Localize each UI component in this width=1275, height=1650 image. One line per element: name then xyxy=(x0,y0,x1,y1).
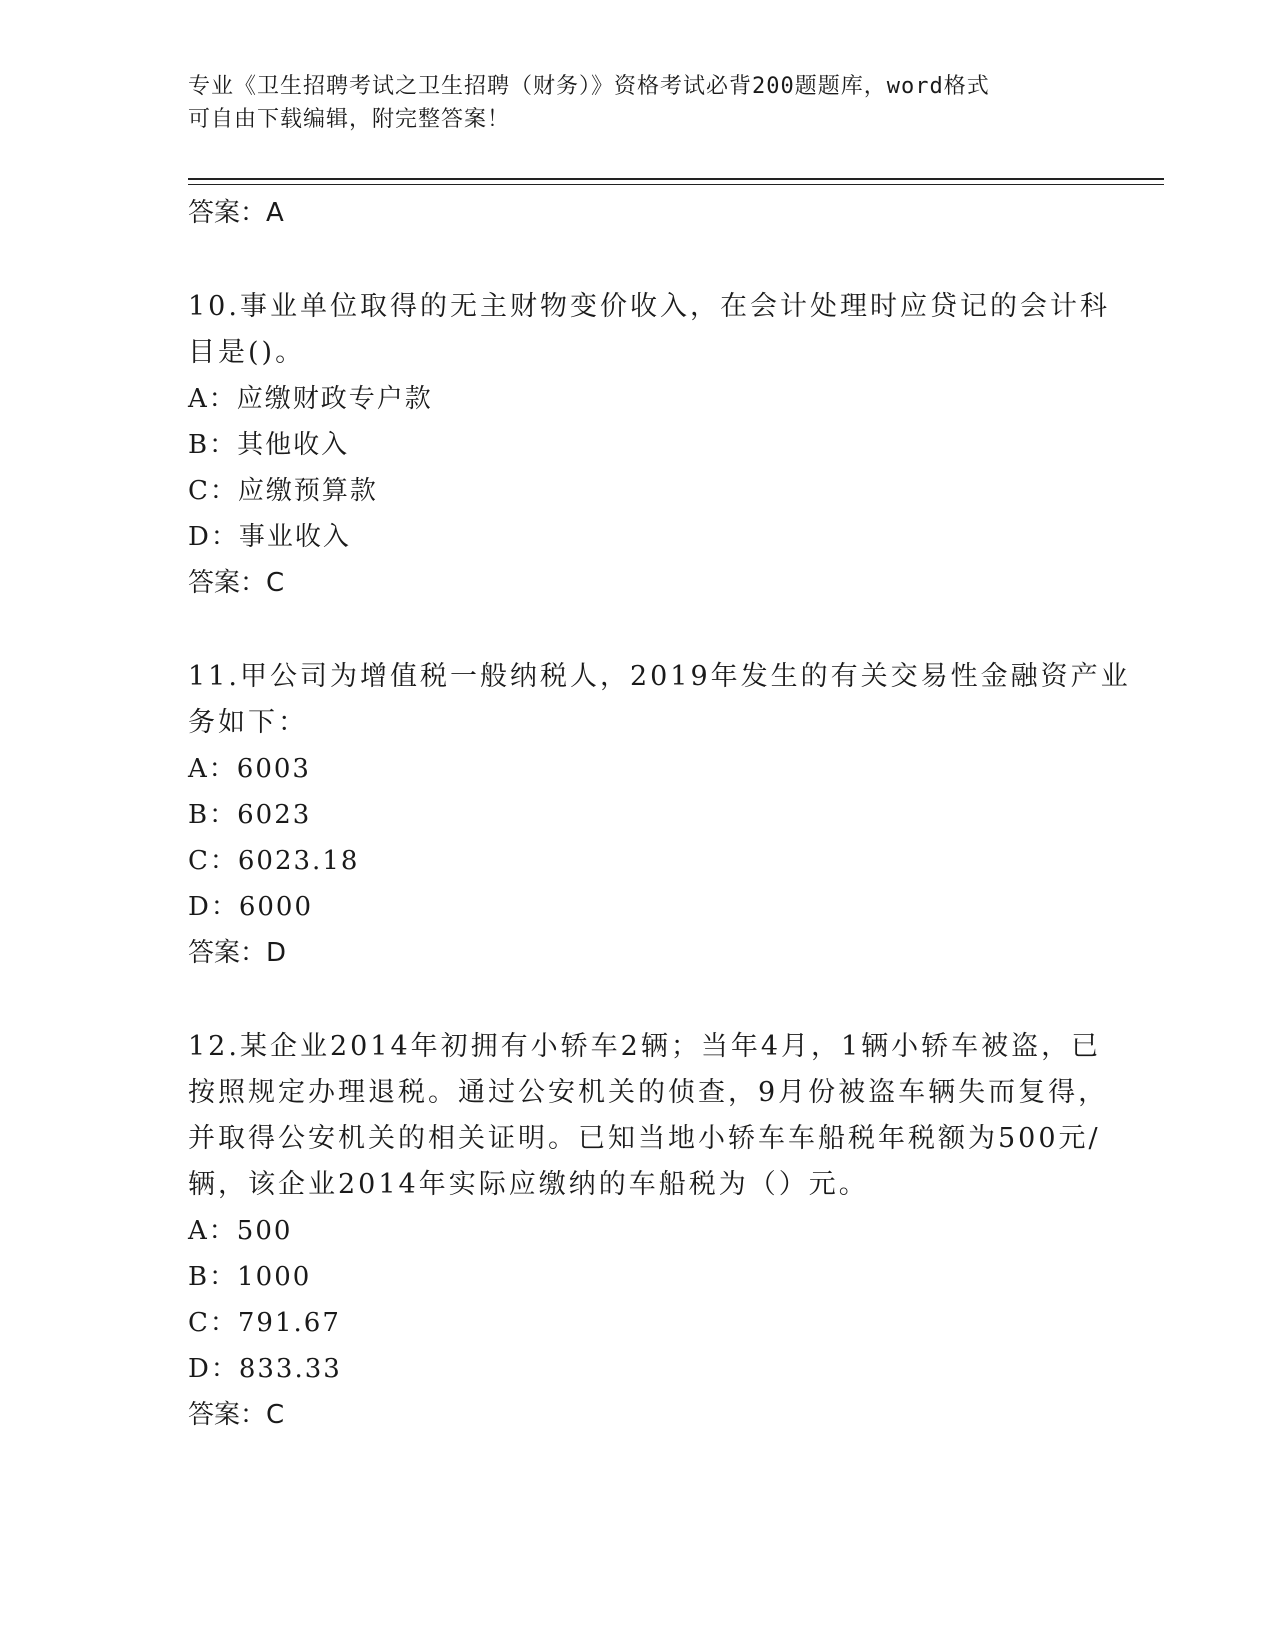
question-text xyxy=(188,1024,1188,1208)
question-block-10 xyxy=(188,284,1188,606)
answer: 答案：C xyxy=(188,1400,285,1430)
question-text xyxy=(188,654,1188,746)
question-line: 辆，该企业2014年实际应缴纳的车船税为（）元。 xyxy=(188,1169,869,1200)
question-block-12 xyxy=(188,1024,1188,1438)
header-line-1: 专业《卫生招聘考试之卫生招聘（财务）》资格考试必背200题题库，word格式 xyxy=(188,74,990,99)
option-a: A：应缴财政专户款 xyxy=(188,384,433,414)
header-divider-thin xyxy=(188,184,1164,185)
option-b: B：1000 xyxy=(188,1262,312,1292)
header-line-2: 可自由下载编辑，附完整答案！ xyxy=(188,107,511,132)
question-line: 11.甲公司为增值税一般纳税人，2019年发生的有关交易性金融资产业 xyxy=(188,661,1131,692)
previous-answer: 答案：A xyxy=(188,198,284,228)
question-line: 目是()。 xyxy=(188,337,306,368)
option-b: B：其他收入 xyxy=(188,430,350,460)
page-header xyxy=(188,70,1188,136)
question-line: 按照规定办理退税。通过公安机关的侦查，9月份被盗车辆失而复得， xyxy=(188,1077,1109,1108)
option-c: C：6023.18 xyxy=(188,846,360,876)
document-body xyxy=(188,190,1188,1438)
option-a: A：500 xyxy=(188,1216,293,1246)
option-a: A：6003 xyxy=(188,754,311,784)
option-d: D：6000 xyxy=(188,892,314,922)
option-c: C：791.67 xyxy=(188,1308,341,1338)
question-line: 并取得公安机关的相关证明。已知当地小轿车车船税年税额为500元/ xyxy=(188,1123,1101,1154)
option-c: C：应缴预算款 xyxy=(188,476,378,506)
answer: 答案：C xyxy=(188,568,285,598)
question-line: 务如下： xyxy=(188,707,308,738)
question-text xyxy=(188,284,1188,376)
option-d: D：833.33 xyxy=(188,1354,342,1384)
question-line: 12.某企业2014年初拥有小轿车2辆；当年4月，1辆小轿车被盗，已 xyxy=(188,1031,1102,1062)
option-b: B：6023 xyxy=(188,800,312,830)
question-line: 10.事业单位取得的无主财物变价收入，在会计处理时应贷记的会计科 xyxy=(188,291,1110,322)
option-d: D：事业收入 xyxy=(188,522,351,552)
answer: 答案：D xyxy=(188,938,287,968)
question-block-11 xyxy=(188,654,1188,976)
header-divider-thick xyxy=(188,178,1164,180)
